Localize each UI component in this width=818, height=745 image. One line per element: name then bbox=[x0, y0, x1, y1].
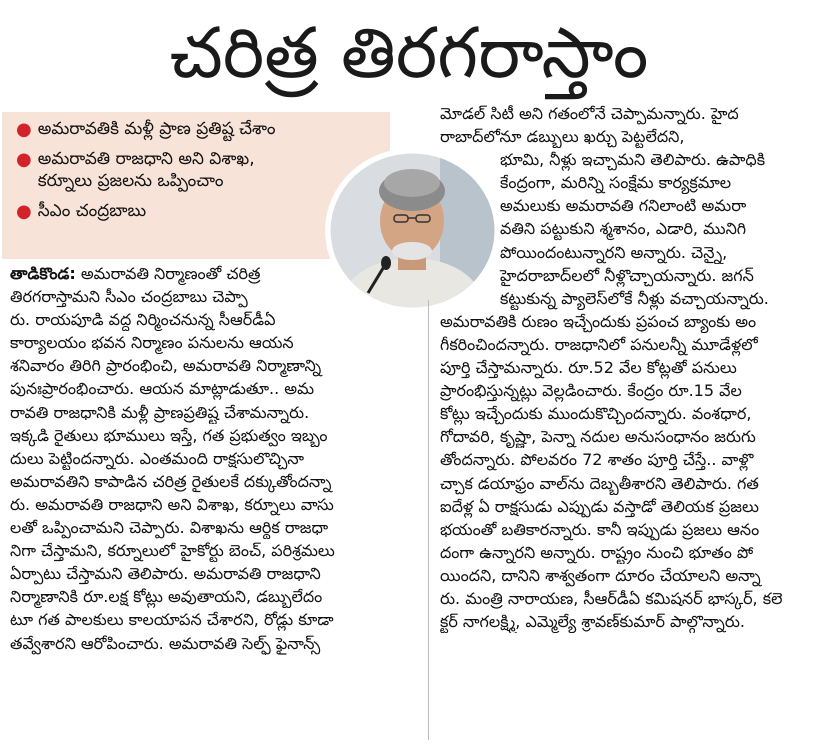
article-line: రావతి రాజధానికి మళ్లీ ప్రాణప్రతిష్ట చేశామన్నారు. bbox=[10, 402, 310, 422]
article-line: పునఃప్రారంభించారు. ఆయన మాట్లాడుతూ.. అమ bbox=[10, 379, 315, 399]
article-line: ప్రారంభిస్తున్నట్లు వెల్లడించారు. కేంద్రం రూ.15 వేల bbox=[440, 381, 742, 401]
article-line: శనివారం తిరిగి ప్రారంభించి, అమరావతి నిర్మాణాన్ని bbox=[10, 356, 322, 376]
article-line: అమరావతికి రుణం ఇచ్చేందుకు ప్రపంచ బ్యాంకు అం bbox=[440, 311, 757, 331]
article-line: నిర్మాణానికి రూ.లక్ష కోట్లు అవుతాయని, డబ్బులేదం bbox=[10, 587, 323, 607]
article-left-column bbox=[10, 262, 420, 655]
article-line: తవ్వేశారని ఆరోపించారు. అమరావతి సెల్ఫ్ ఫైనాన్స్ bbox=[10, 633, 321, 653]
article-line: యిందని, దానిని శాశ్వతంగా దూరం చేయాలని అన్నా bbox=[440, 565, 761, 585]
article-line: క్టర్ నాగలక్ష్మి, ఎమ్మెల్యే శ్రావణ్‌కుమార్ పాల్గొన్నారు. bbox=[440, 612, 745, 632]
article-line: పోయిందంటున్నారని అన్నారు. చెన్నై, bbox=[500, 242, 728, 262]
article-line: తాడికొండ: అమరావతి నిర్మాణంతో చరిత్ర bbox=[10, 264, 261, 283]
article-line: భూమి, నీళ్లు ఇచ్చామని తెలిపారు. ఉపాధికి bbox=[500, 150, 766, 170]
article-line: కార్యాలయం భవన నిర్మాణం పనులను ఆయన bbox=[10, 333, 294, 353]
article-line: నిగా చేస్తామని, కర్నూలులో హైకోర్టు బెంచ్, పరిశ్రమలు bbox=[10, 541, 335, 561]
highlight-item: ● అమరావతి రాజధాని అని విశాఖ, కర్నూలు ప్రజలను ఒప్పించాం bbox=[16, 149, 255, 192]
column-divider bbox=[428, 300, 429, 740]
article-line: మోడల్ సిటీ అని గతంలోనే చెప్పామన్నారు. హైద bbox=[440, 104, 739, 123]
bullet-icon: ● bbox=[16, 200, 32, 222]
article-line: దులు పెట్టిందన్నారు. ఎంతమంది రాక్షసులొచ్చినా bbox=[10, 448, 304, 468]
highlight-item: ● అమరావతికి మళ్లీ ప్రాణ ప్రతిష్ట చేశాం bbox=[16, 119, 276, 140]
highlight-item: ● సీఎం చంద్రబాబు bbox=[16, 200, 147, 222]
article-line: చ్చాక డయాఫ్రం వాల్‌ను దెబ్బతీశారని తెలిపారు. గత bbox=[440, 473, 759, 493]
article-line: అమరావతిని కాపాడిన చరిత్ర రైతులకే దక్కుతోందన్నా bbox=[10, 471, 332, 491]
bullet-icon: ● bbox=[16, 119, 32, 140]
article-line: ఇక్కడి రైతులు భూములు ఇస్తే, గత ప్రభుత్వం ఇబ్బం bbox=[10, 425, 328, 445]
article-line: లతో ఒప్పించామని చెప్పారు. విశాఖను ఆర్థిక రాజధా bbox=[10, 518, 329, 538]
article-line: రాబాద్‌లోనూ డబ్బులు ఖర్చు పెట్టలేదని, bbox=[440, 127, 685, 147]
article-line: భయంతో బతికారన్నారు. కానీ ఇప్పుడు ప్రజలు ఆనం bbox=[440, 519, 760, 539]
article-line: హైదరాబాద్‌లలో నీళ్లొచ్చాయన్నారు. జగన్ bbox=[500, 265, 754, 285]
article-line: రు. మంత్రి నారాయణ, సీఆర్‌డీఏ కమిషనర్ భాస్కర్, కలె bbox=[440, 588, 783, 608]
headline: చరిత్ర తిరగరాస్తాం bbox=[169, 12, 649, 94]
article-line: ఏర్పాటు చేస్తామని తెలిపారు. అమరావతి రాజధాని bbox=[10, 564, 321, 584]
article-right-column bbox=[440, 102, 812, 633]
article-line: గోదావరి, కృష్ణా, పెన్నా నదుల అనుసంధానం జరుగు bbox=[440, 427, 756, 447]
article-line: వతిని పట్టుకుని శ్మశానం, ఎడారి, మునిగి bbox=[500, 219, 747, 239]
bullet-icon: ● bbox=[16, 149, 32, 171]
dateline: తాడికొండ: bbox=[10, 264, 76, 283]
article-line: కేంద్రంగా, మరిన్ని సంక్షేమ కార్యక్రమాల bbox=[500, 173, 732, 193]
article-line: పూర్తి చేస్తామన్నారు. రూ.52 వేల కోట్లతో పనులు bbox=[440, 358, 737, 378]
article-line: గీకరించిందన్నారు. రాజధానిలో పనులన్నీ మూడేళ్లలో bbox=[440, 334, 758, 354]
article-line: తోందన్నారు. పోలవరం 72 శాతం పూర్తి చేస్తే.. వాళ్లొ bbox=[440, 450, 754, 470]
article-line: దంగా ఉన్నారని అన్నారు. రాష్ట్రం నుంచి భూతం పో bbox=[440, 542, 754, 562]
article-line: ఐదేళ్ల ఏ రాక్షసుడు ఎప్పుడు వస్తాడో తెలియక ప్రజలు bbox=[440, 496, 759, 516]
article-line: కోట్లు ఇచ్చేందుకు ముందుకొచ్చిందన్నారు. వంశధార, bbox=[440, 404, 752, 424]
article-line: టూ గత పాలకులు కాలయాపన చేశారని, రోడ్లు కూడా bbox=[10, 610, 334, 630]
article-line: కట్టుకున్న ప్యాలెస్‌లోకే నీళ్లు వచ్చాయన్నారు. bbox=[500, 288, 769, 308]
article-line: అమలుకు అమరావతి గనిలాంటి అమరా bbox=[500, 196, 747, 216]
article-line: రు. అమరావతి రాజధాని అని విశాఖ, కర్నూలు వాసు bbox=[10, 494, 334, 514]
article-line: తిరగరాస్తామని సీఎం చంద్రబాబు చెప్పా bbox=[10, 287, 248, 307]
article-line: రు. రాయపూడి వద్ద నిర్మించనున్న సీఆర్‌డీఏ bbox=[10, 310, 276, 330]
